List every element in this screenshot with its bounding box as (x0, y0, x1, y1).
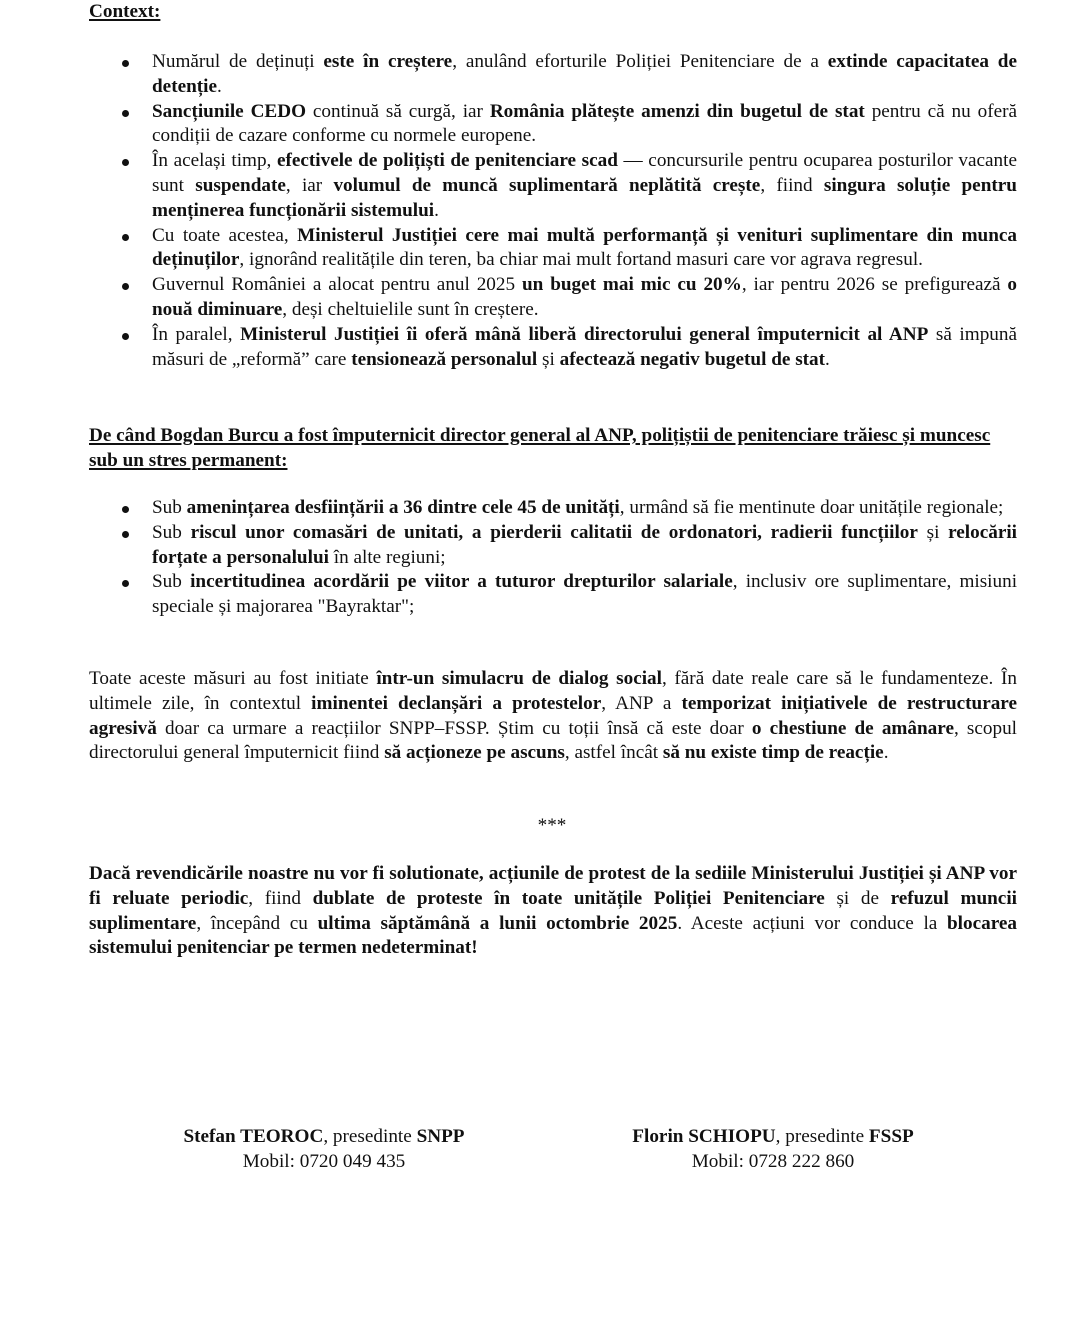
text-segment: , începând cu (196, 912, 318, 934)
context-bullet-list (89, 50, 1017, 372)
text-segment: . (217, 75, 222, 97)
bold-text-segment: volumul de muncă suplimentară neplătită crește (333, 174, 761, 196)
context-heading: Context: (89, 1, 161, 22)
text-segment: . (434, 199, 439, 221)
text-segment: Cu toate acestea, (152, 224, 298, 246)
bold-text-segment: Dacă revendicările noastre nu vor fi solutionate, acțiunile de protest de la sediile Ministerului Justiției și ANP vor fi reluate periodic (89, 863, 1017, 909)
bold-text-segment: o nouă diminuare (152, 274, 1017, 320)
bold-text-segment: Ministerul Justiției îi oferă mână liberă directorului general împuternicit al ANP (240, 323, 929, 345)
bold-text-segment: Ministerul Justiției cere mai multă performanță și venituri suplimentare din munca deținuților (152, 224, 1018, 271)
bold-text-segment: un buget mai mic cu 20% (521, 274, 742, 296)
stress-bullet-item (89, 496, 1017, 521)
bold-text-segment: Sancțiunile CEDO (152, 100, 307, 122)
bold-text-segment: temporizat inițiativele de restructurare agresivă (89, 692, 1017, 739)
text-segment: , fără date reale care să le fundamenteze. În ultimele zile, în contextul (89, 668, 1017, 714)
text-segment: , astfel încât (564, 742, 663, 764)
signature-title-line (144, 1125, 504, 1150)
text-segment: , deși cheltuielile sunt în creștere. (282, 298, 539, 320)
bold-text-segment: incertitudinea acordării pe viitor a tuturor drepturilor salariale (190, 571, 733, 593)
text-segment: , iar pentru 2026 se prefigurează (741, 274, 1008, 296)
text-segment: , anulând eforturile Poliției Penitenciare de a (452, 51, 828, 72)
bold-text-segment: efectivele de polițiști de penitenciare scad (276, 150, 618, 172)
text-segment: pentru că nu oferă condiții de cazare conforme cu normele europene. (152, 100, 1018, 147)
bold-text-segment: dublate de proteste în toate unitățile Poliției Penitenciare (312, 887, 825, 909)
text-segment: , fiind (248, 887, 313, 909)
context-bullet-item (89, 323, 1017, 373)
signatory-name: Stefan TEOROC (183, 1126, 324, 1147)
bold-text-segment: să acționeze pe ascuns (384, 742, 565, 764)
signature-block-snpp (144, 1125, 504, 1175)
bold-text-segment: refuzul muncii suplimentare (89, 887, 1017, 934)
text-segment: în alte regiuni; (328, 546, 446, 568)
stress-heading: De când Bogdan Burcu a fost împuternicit director general al ANP, polițiștii de penitenciare trăiesc și muncesc sub un stres permanent: (89, 425, 991, 471)
text-segment: Guvernul României a alocat pentru anul 2025 (152, 274, 522, 296)
text-segment: Numărul de deținuți (152, 51, 324, 72)
bold-text-segment: extinde capacitatea de detenție (152, 51, 1017, 97)
context-bullet-item (89, 224, 1017, 274)
text-segment: , urmând să fie mentinute doar unitățile regionale; (619, 497, 1004, 518)
context-bullet-item (89, 149, 1017, 223)
signatory-phone: Mobil: 0728 222 860 (691, 1150, 855, 1172)
text-segment: — concursurile pentru ocuparea posturilor vacante sunt (152, 150, 1017, 196)
bold-text-segment: tensionează personalul (351, 348, 538, 370)
text-segment: , ignorând realitățile din teren, ba chiar mai mult fortand masuri care vor agrava regresul. (239, 249, 923, 271)
signatory-role: , presedinte (323, 1126, 417, 1147)
text-segment: Sub (152, 497, 187, 518)
signatory-phone: Mobil: 0720 049 435 (242, 1150, 406, 1172)
bold-text-segment: singura soluție pentru menținerea funcționării sistemului (152, 174, 1017, 221)
text-segment: și de (824, 887, 891, 909)
text-segment: și (537, 348, 560, 370)
context-bullet-item (89, 100, 1017, 150)
text-segment: . (883, 742, 889, 764)
text-segment: , iar (285, 174, 334, 196)
bold-text-segment: România plătește amenzi din bugetul de stat (489, 100, 865, 122)
bold-text-segment: să nu existe timp de reacție (662, 742, 884, 764)
text-segment: Toate aceste măsuri au fost initiate (89, 668, 377, 689)
bold-text-segment: o chestiune de amânare (751, 717, 954, 739)
stress-bullet-list (89, 496, 1017, 620)
bold-text-segment: iminentei declanșări a protestelor (311, 692, 602, 714)
text-segment: doar ca urmare a reacțiilor SNPP–FSSP. Știm cu toții însă că este doar (156, 717, 752, 739)
stress-bullet-item (89, 521, 1017, 571)
text-segment: să impună măsuri de „reformă” care (152, 323, 1017, 370)
bold-text-segment: este în creștere (323, 51, 453, 72)
text-segment: și (917, 521, 949, 543)
signature-block-fssp (593, 1125, 953, 1175)
text-segment: , fiind (760, 174, 824, 196)
bold-text-segment: relocării forțate a personalului (152, 521, 1017, 568)
stress-bullet-item (89, 570, 1017, 620)
text-segment: , scopul directorului general împuternicit fiind (89, 717, 1017, 764)
signatory-organization: SNPP (416, 1126, 465, 1147)
text-segment: . (825, 348, 830, 370)
context-bullet-item (89, 50, 1017, 100)
measures-paragraph (89, 667, 1017, 766)
text-segment: Sub (152, 521, 191, 543)
signature-title-line (593, 1125, 953, 1150)
bold-text-segment: ultima săptămână a lunii octombrie 2025 (317, 912, 678, 934)
text-segment: continuă să curgă, iar (306, 100, 490, 122)
text-segment: , inclusiv ore suplimentare, misiuni speciale și majorarea "Bayraktar"; (152, 571, 1018, 618)
bold-text-segment: riscul unor comasări de unitati, a pierderii calitatii de ordonatori, radierii funcțiilor (190, 521, 918, 543)
text-segment: În același timp, (152, 150, 277, 172)
bold-text-segment: într-un simulacru de dialog social (376, 668, 662, 689)
bold-text-segment: afectează negativ bugetul de stat (559, 348, 826, 370)
warning-paragraph (89, 862, 1017, 961)
signatory-organization: FSSP (868, 1126, 914, 1147)
bold-text-segment: amenințarea desființării a 36 dintre cele 45 de unități (186, 497, 620, 518)
context-bullet-item (89, 273, 1017, 323)
text-segment: , ANP a (601, 692, 682, 714)
signatory-role: , presedinte (775, 1126, 869, 1147)
signatory-name: Florin SCHIOPU (632, 1126, 776, 1147)
bold-text-segment: suspendate (195, 174, 286, 196)
text-segment: . Aceste acțiuni vor conduce la (677, 912, 947, 934)
section-separator: *** (537, 815, 567, 836)
text-segment: Sub (152, 571, 191, 593)
bold-text-segment: blocarea sistemului penitenciar pe termen nedeterminat! (89, 912, 1017, 959)
text-segment: În paralel, (152, 323, 241, 345)
